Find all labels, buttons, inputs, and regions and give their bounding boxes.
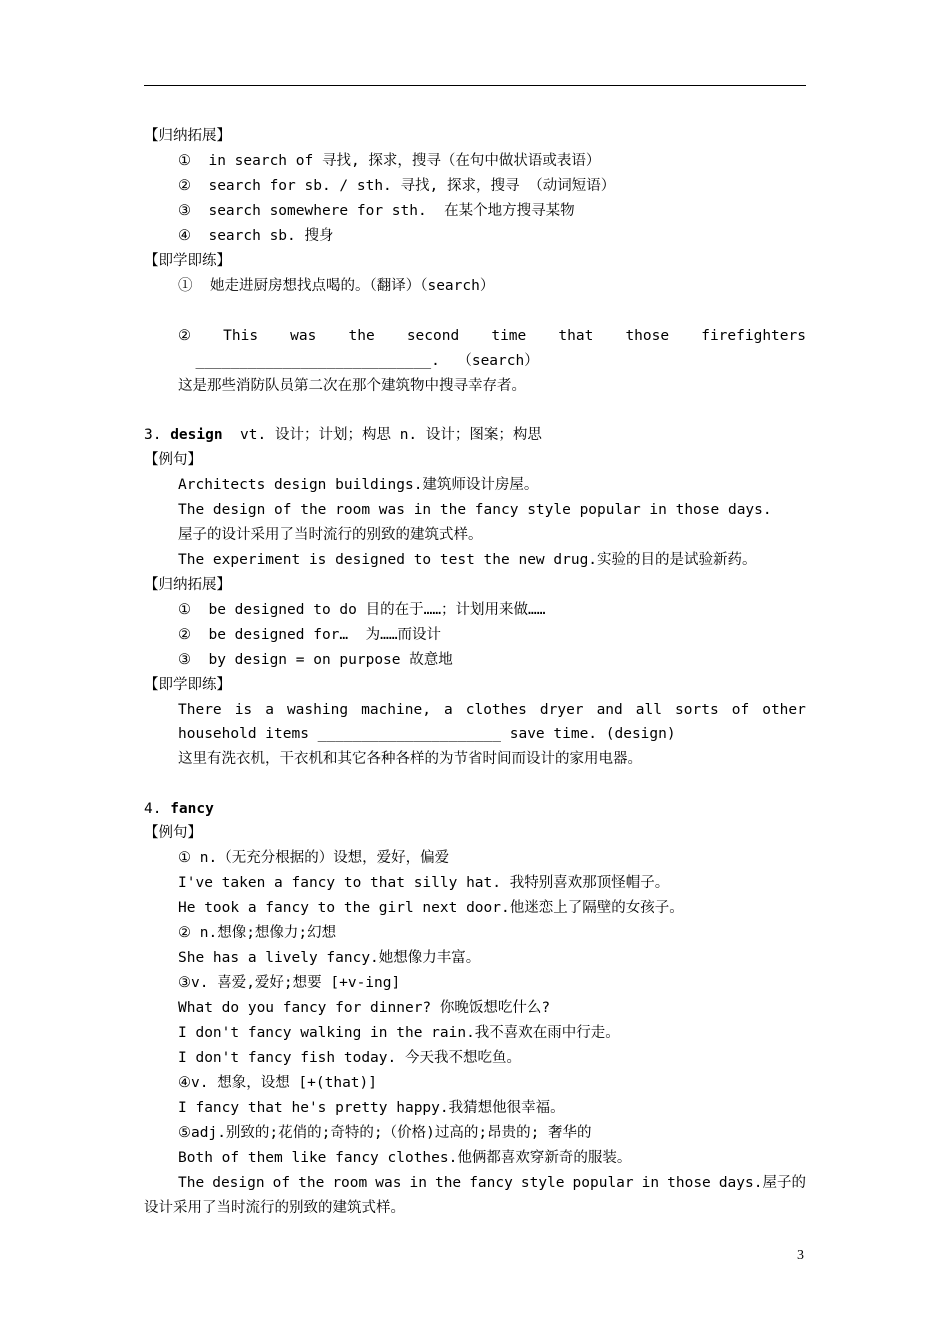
page-number: 3 <box>797 1248 804 1263</box>
practice-header: 【即学即练】 <box>144 677 231 693</box>
fancy-line: I've taken a fancy to that silly hat. 我特别喜欢那顶怪帽子。 <box>178 875 670 891</box>
fancy-line: What do you fancy for dinner? 你晚饭想吃什么? <box>178 1000 551 1016</box>
fancy-line: I fancy that he's pretty happy.我猜想他很幸福。 <box>178 1100 565 1116</box>
design-example-2-translation: 屋子的设计采用了当时流行的别致的建筑式样。 <box>178 527 483 543</box>
design-example-3: The experiment is designed to test the new drug.实验的目的是试验新药。 <box>178 552 757 568</box>
design-item-3: ③ by design = on purpose 故意地 <box>178 652 453 668</box>
design-item-2: ② be designed for… 为……而设计 <box>178 627 442 643</box>
design-item-1: ① be designed to do 目的在于……；计划用来做…… <box>178 602 546 618</box>
practice-item-2-translation: 这是那些消防队员第二次在那个建筑物中搜寻幸存者。 <box>178 378 526 394</box>
fancy-line: She has a lively fancy.她想像力丰富。 <box>178 950 481 966</box>
search-item-4: ④ search sb. 搜身 <box>178 228 334 244</box>
fancy-line: ① n.（无充分根据的）设想，爱好，偏爱 <box>178 850 450 866</box>
fancy-heading: 4. fancy <box>144 801 214 817</box>
fancy-last-line-continued: 设计采用了当时流行的别致的建筑式样。 <box>144 1200 405 1216</box>
fancy-line: ⑤adj.别致的;花俏的;奇特的;（价格)过高的;昂贵的; 奢华的 <box>178 1125 592 1141</box>
search-item-2: ② search for sb. / sth. 寻找, 探求，搜寻 （动词短语） <box>178 178 616 194</box>
examples-header: 【例句】 <box>144 825 202 841</box>
fancy-line: I don't fancy walking in the rain.我不喜欢在雨中行走。 <box>178 1025 620 1041</box>
header-rule <box>144 85 806 86</box>
design-practice: There is a washing machine, a clothes dryer and all sorts of other <box>178 702 806 718</box>
summary-header: 【归纳拓展】 <box>144 128 231 144</box>
fancy-line: I don't fancy fish today. 今天我不想吃鱼。 <box>178 1050 521 1066</box>
fancy-line: Both of them like fancy clothes.他俩都喜欢穿新奇的服装。 <box>178 1150 632 1166</box>
summary-header: 【归纳拓展】 <box>144 577 231 593</box>
fancy-line: He took a fancy to the girl next door.他迷恋上了隔壁的女孩子。 <box>178 900 684 916</box>
design-practice-translation: 这里有洗衣机，干衣机和其它各种各样的为节省时间而设计的家用电器。 <box>178 751 642 767</box>
design-example-1: Architects design buildings.建筑师设计房屋。 <box>178 477 539 493</box>
fancy-line: ④v. 想象，设想 [+(that)] <box>178 1075 377 1091</box>
fancy-line: ③v. 喜爱,爱好;想要 [+v-ing] <box>178 975 401 991</box>
fancy-last-line: The design of the room was in the fancy style popular in those days.屋子的 <box>178 1175 806 1191</box>
practice-item-2-blank: ___________________________. （search） <box>178 353 539 369</box>
fancy-line: ② n.想像;想像力;幻想 <box>178 925 337 941</box>
design-heading: 3. design vt. 设计；计划；构思 n. 设计；图案；构思 <box>144 427 542 443</box>
search-item-3: ③ search somewhere for sth. 在某个地方搜寻某物 <box>178 203 575 219</box>
practice-item-1: ① 她走进厨房想找点喝的。（翻译）（search） <box>178 278 495 294</box>
examples-header: 【例句】 <box>144 452 202 468</box>
design-practice-blank: household items _____________________ save time. (design) <box>178 726 676 742</box>
search-item-1: ① in search of 寻找, 探求，搜寻（在句中做状语或表语） <box>178 153 601 169</box>
practice-header: 【即学即练】 <box>144 253 231 269</box>
practice-item-2: ② This was the second time that those firefighters <box>178 328 806 344</box>
design-example-2: The design of the room was in the fancy style popular in those days. <box>178 502 772 518</box>
